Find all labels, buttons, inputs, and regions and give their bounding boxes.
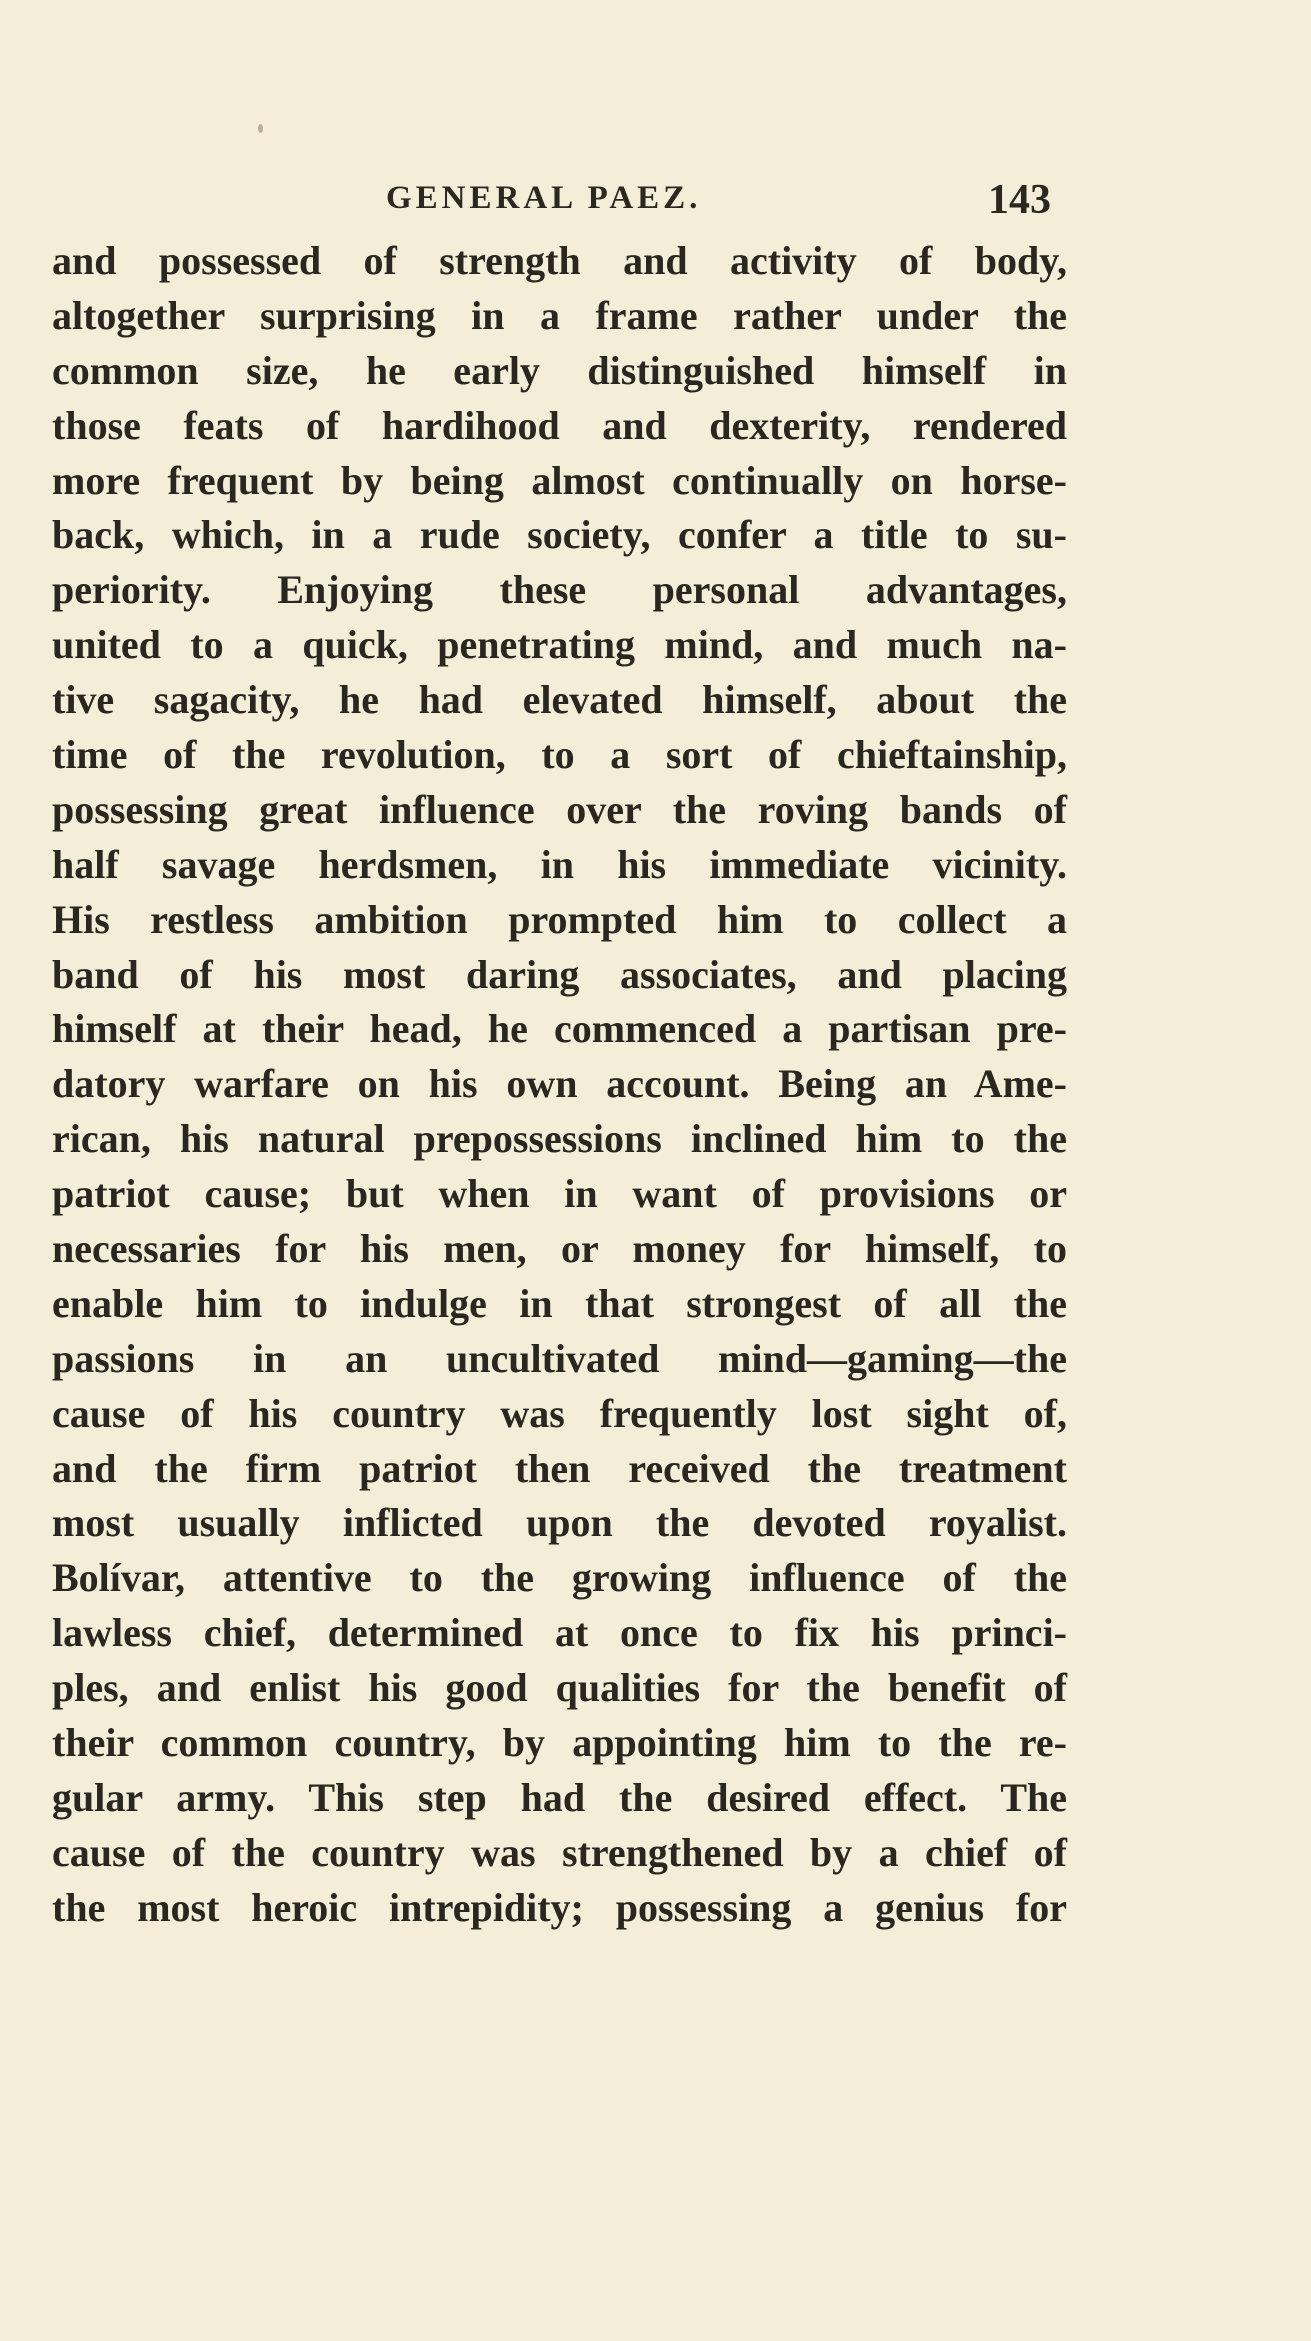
text-line: band of his most daring associates, and placing: [52, 951, 1067, 997]
text-line: himself at their head, he commenced a partisan pre-: [52, 1006, 1067, 1052]
page-header: [0, 176, 1311, 226]
text-line: common size, he early distinguished himself in: [52, 347, 1067, 393]
text-line: the most heroic intrepidity; possessing a genius for: [52, 1884, 1067, 1930]
text-line: and the firm patriot then received the treatment: [52, 1445, 1067, 1491]
text-line: periority. Enjoying these personal advantages,: [52, 567, 1067, 613]
text-line: passions in an uncultivated mind—gaming—the: [52, 1335, 1067, 1381]
text-line: those feats of hardihood and dexterity, rendered: [52, 402, 1067, 448]
text-line: their common country, by appointing him to the re-: [52, 1720, 1067, 1766]
page-number: 143: [988, 177, 1051, 223]
paper-speck: [258, 124, 263, 133]
text-line: lawless chief, determined at once to fix his princi-: [52, 1610, 1067, 1656]
text-line: time of the revolution, to a sort of chieftainship,: [52, 732, 1067, 778]
text-line: altogether surprising in a frame rather under the: [52, 292, 1067, 338]
text-line: more frequent by being almost continually on horse-: [52, 457, 1067, 503]
running-head: GENERAL PAEZ.: [386, 180, 702, 216]
text-line: enable him to indulge in that strongest of all the: [52, 1280, 1067, 1326]
text-line: possessing great influence over the roving bands of: [52, 786, 1067, 832]
body-text: [52, 234, 1067, 1936]
text-line: tive sagacity, he had elevated himself, about the: [52, 677, 1067, 723]
text-line: rican, his natural prepossessions inclined him to the: [52, 1116, 1067, 1162]
text-line: datory warfare on his own account. Being an Ame-: [52, 1061, 1067, 1107]
text-line: His restless ambition prompted him to collect a: [52, 896, 1067, 942]
text-line: back, which, in a rude society, confer a title to su-: [52, 512, 1067, 558]
text-line: necessaries for his men, or money for himself, to: [52, 1226, 1067, 1272]
text-line: gular army. This step had the desired effect. The: [52, 1774, 1067, 1820]
text-line: patriot cause; but when in want of provisions or: [52, 1171, 1067, 1217]
text-line: Bolívar, attentive to the growing influence of the: [52, 1555, 1067, 1601]
text-line: ples, and enlist his good qualities for the benefit of: [52, 1665, 1067, 1711]
text-line: half savage herdsmen, in his immediate vicinity.: [52, 841, 1067, 887]
text-line: most usually inflicted upon the devoted royalist.: [52, 1500, 1067, 1546]
text-line: and possessed of strength and activity of body,: [52, 238, 1067, 283]
text-line: cause of the country was strengthened by a chief of: [52, 1829, 1067, 1875]
text-line: united to a quick, penetrating mind, and much na-: [52, 622, 1067, 668]
text-line: cause of his country was frequently lost sight of,: [52, 1390, 1067, 1436]
